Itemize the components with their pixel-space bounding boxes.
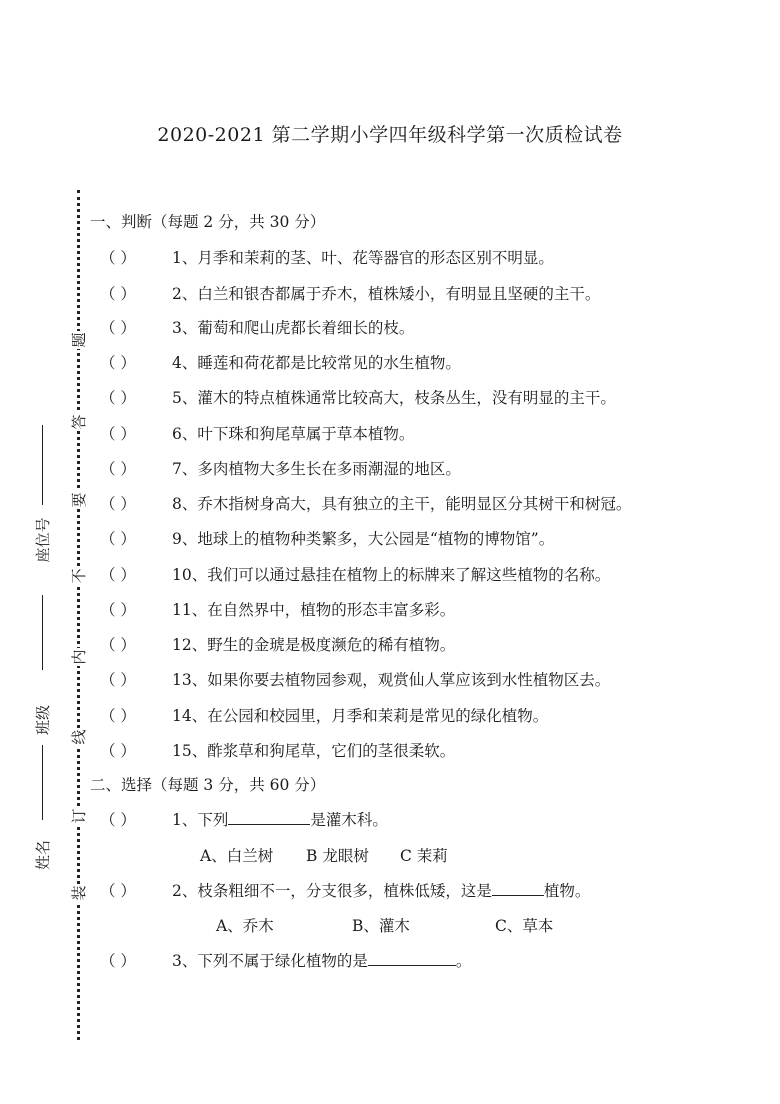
section-heading-judgment: 一、判断（每题 2 分，共 30 分）	[90, 213, 326, 231]
question-text: 5、灌木的特点植株通常比较高大，枝条丛生，没有明显的主干。	[172, 389, 616, 407]
answer-paren[interactable]: （ ）	[100, 354, 136, 372]
question-text: 1、月季和茉莉的茎、叶、花等器官的形态区别不明显。	[172, 249, 554, 267]
name-field-line[interactable]	[42, 745, 43, 820]
answer-paren[interactable]: （ ）	[100, 495, 136, 513]
answer-paren[interactable]: （ ）	[100, 636, 136, 654]
answer-paren[interactable]: （ ）	[100, 460, 136, 478]
question-row	[100, 668, 610, 690]
question-text: 8、乔木指树身高大，具有独立的主干，能明显区分其树干和树冠。	[172, 495, 632, 513]
option-a[interactable]: A、白兰树	[200, 847, 274, 865]
binding-char: 订	[70, 808, 88, 824]
question-row	[100, 422, 414, 444]
option-c[interactable]: C、草本	[495, 917, 554, 935]
answer-blank[interactable]	[228, 809, 310, 825]
answer-paren[interactable]: （ ）	[100, 530, 136, 548]
answer-paren[interactable]: （ ）	[100, 882, 136, 900]
answer-paren[interactable]: （ ）	[100, 389, 136, 407]
class-field-line[interactable]	[42, 595, 43, 670]
option-a[interactable]: A、乔木	[216, 917, 274, 935]
binding-char: 答	[70, 414, 88, 430]
name-label: 姓名	[34, 840, 52, 871]
answer-paren[interactable]: （ ）	[100, 671, 136, 689]
option-b[interactable]: B 龙眼树	[306, 847, 369, 865]
binding-char: 内	[70, 649, 88, 665]
question-row	[100, 633, 455, 655]
question-row	[100, 527, 554, 549]
question-row	[100, 739, 455, 761]
question-text: 10、我们可以通过悬挂在植物上的标牌来了解这些植物的名称。	[172, 566, 611, 584]
binding-char: 不	[70, 568, 88, 584]
option-b[interactable]: B、灌木	[352, 917, 410, 935]
answer-paren[interactable]: （ ）	[100, 601, 136, 619]
exam-title: 2020-2021 第二学期小学四年级科学第一次质检试卷	[157, 124, 623, 146]
question-text: 14、在公园和校园里，月季和茉莉是常见的绿化植物。	[172, 707, 549, 725]
choice-question-2	[100, 879, 590, 901]
answer-paren[interactable]: （ ）	[100, 566, 136, 584]
question-text-pre: 3、下列不属于绿化植物的是	[172, 952, 368, 970]
question-text: 12、野生的金琥是极度濒危的稀有植物。	[172, 636, 456, 654]
choice-question-1	[100, 808, 388, 830]
question-row	[100, 492, 631, 514]
seat-number-field-line[interactable]	[42, 425, 43, 505]
question-text: 15、酢浆草和狗尾草，它们的茎很柔软。	[172, 742, 456, 760]
answer-blank[interactable]	[492, 880, 544, 896]
question-row	[100, 598, 455, 620]
question-row	[100, 563, 610, 585]
question-row	[100, 386, 616, 408]
option-c[interactable]: C 茉莉	[400, 847, 448, 865]
answer-paren[interactable]: （ ）	[100, 249, 136, 267]
question-text-pre: 2、枝条粗细不一，分支很多，植株低矮，这是	[172, 882, 492, 900]
answer-paren[interactable]: （ ）	[100, 319, 136, 337]
binding-char: 线	[70, 729, 88, 745]
question-row	[100, 704, 548, 726]
question-row	[100, 246, 554, 268]
binding-char: 要	[70, 492, 88, 508]
binding-char: 题	[70, 332, 88, 348]
question-text-post: 。	[455, 952, 472, 970]
section-heading-choice: 二、选择（每题 3 分，共 60 分）	[90, 776, 326, 794]
question-text: 13、如果你要去植物园参观，观赏仙人掌应该到水性植物区去。	[172, 671, 611, 689]
answer-paren[interactable]: （ ）	[100, 811, 136, 829]
question-text: 6、叶下珠和狗尾草属于草本植物。	[172, 425, 415, 443]
question-row	[100, 351, 461, 373]
binding-char: 装	[70, 885, 88, 901]
question-text-post: 是灌木科。	[310, 811, 388, 829]
question-text-pre: 1、下列	[172, 811, 229, 829]
question-row	[100, 316, 414, 338]
question-text: 7、多肉植物大多生长在多雨潮湿的地区。	[172, 460, 461, 478]
answer-paren[interactable]: （ ）	[100, 285, 136, 303]
answer-paren[interactable]: （ ）	[100, 742, 136, 760]
question-text: 11、在自然界中，植物的形态丰富多彩。	[172, 601, 456, 619]
question-text: 9、地球上的植物种类繁多，大公园是“植物的博物馆”。	[172, 530, 555, 548]
binding-dotted-line	[77, 190, 80, 1040]
answer-paren[interactable]: （ ）	[100, 425, 136, 443]
question-text-post: 植物。	[543, 882, 591, 900]
question-text: 3、葡萄和爬山虎都长着细长的枝。	[172, 319, 415, 337]
choice-options-1	[200, 844, 448, 866]
answer-blank[interactable]	[368, 950, 456, 966]
question-text: 4、睡莲和荷花都是比较常见的水生植物。	[172, 354, 461, 372]
choice-options-2	[216, 914, 553, 936]
class-label: 班级	[34, 705, 52, 736]
question-row	[100, 457, 461, 479]
answer-paren[interactable]: （ ）	[100, 707, 136, 725]
question-text: 2、白兰和银杏都属于乔木，植株矮小，有明显且坚硬的主干。	[172, 285, 601, 303]
answer-paren[interactable]: （ ）	[100, 952, 136, 970]
choice-question-3	[100, 949, 471, 971]
seat-number-label: 座位号	[34, 517, 52, 563]
question-row	[100, 282, 600, 304]
